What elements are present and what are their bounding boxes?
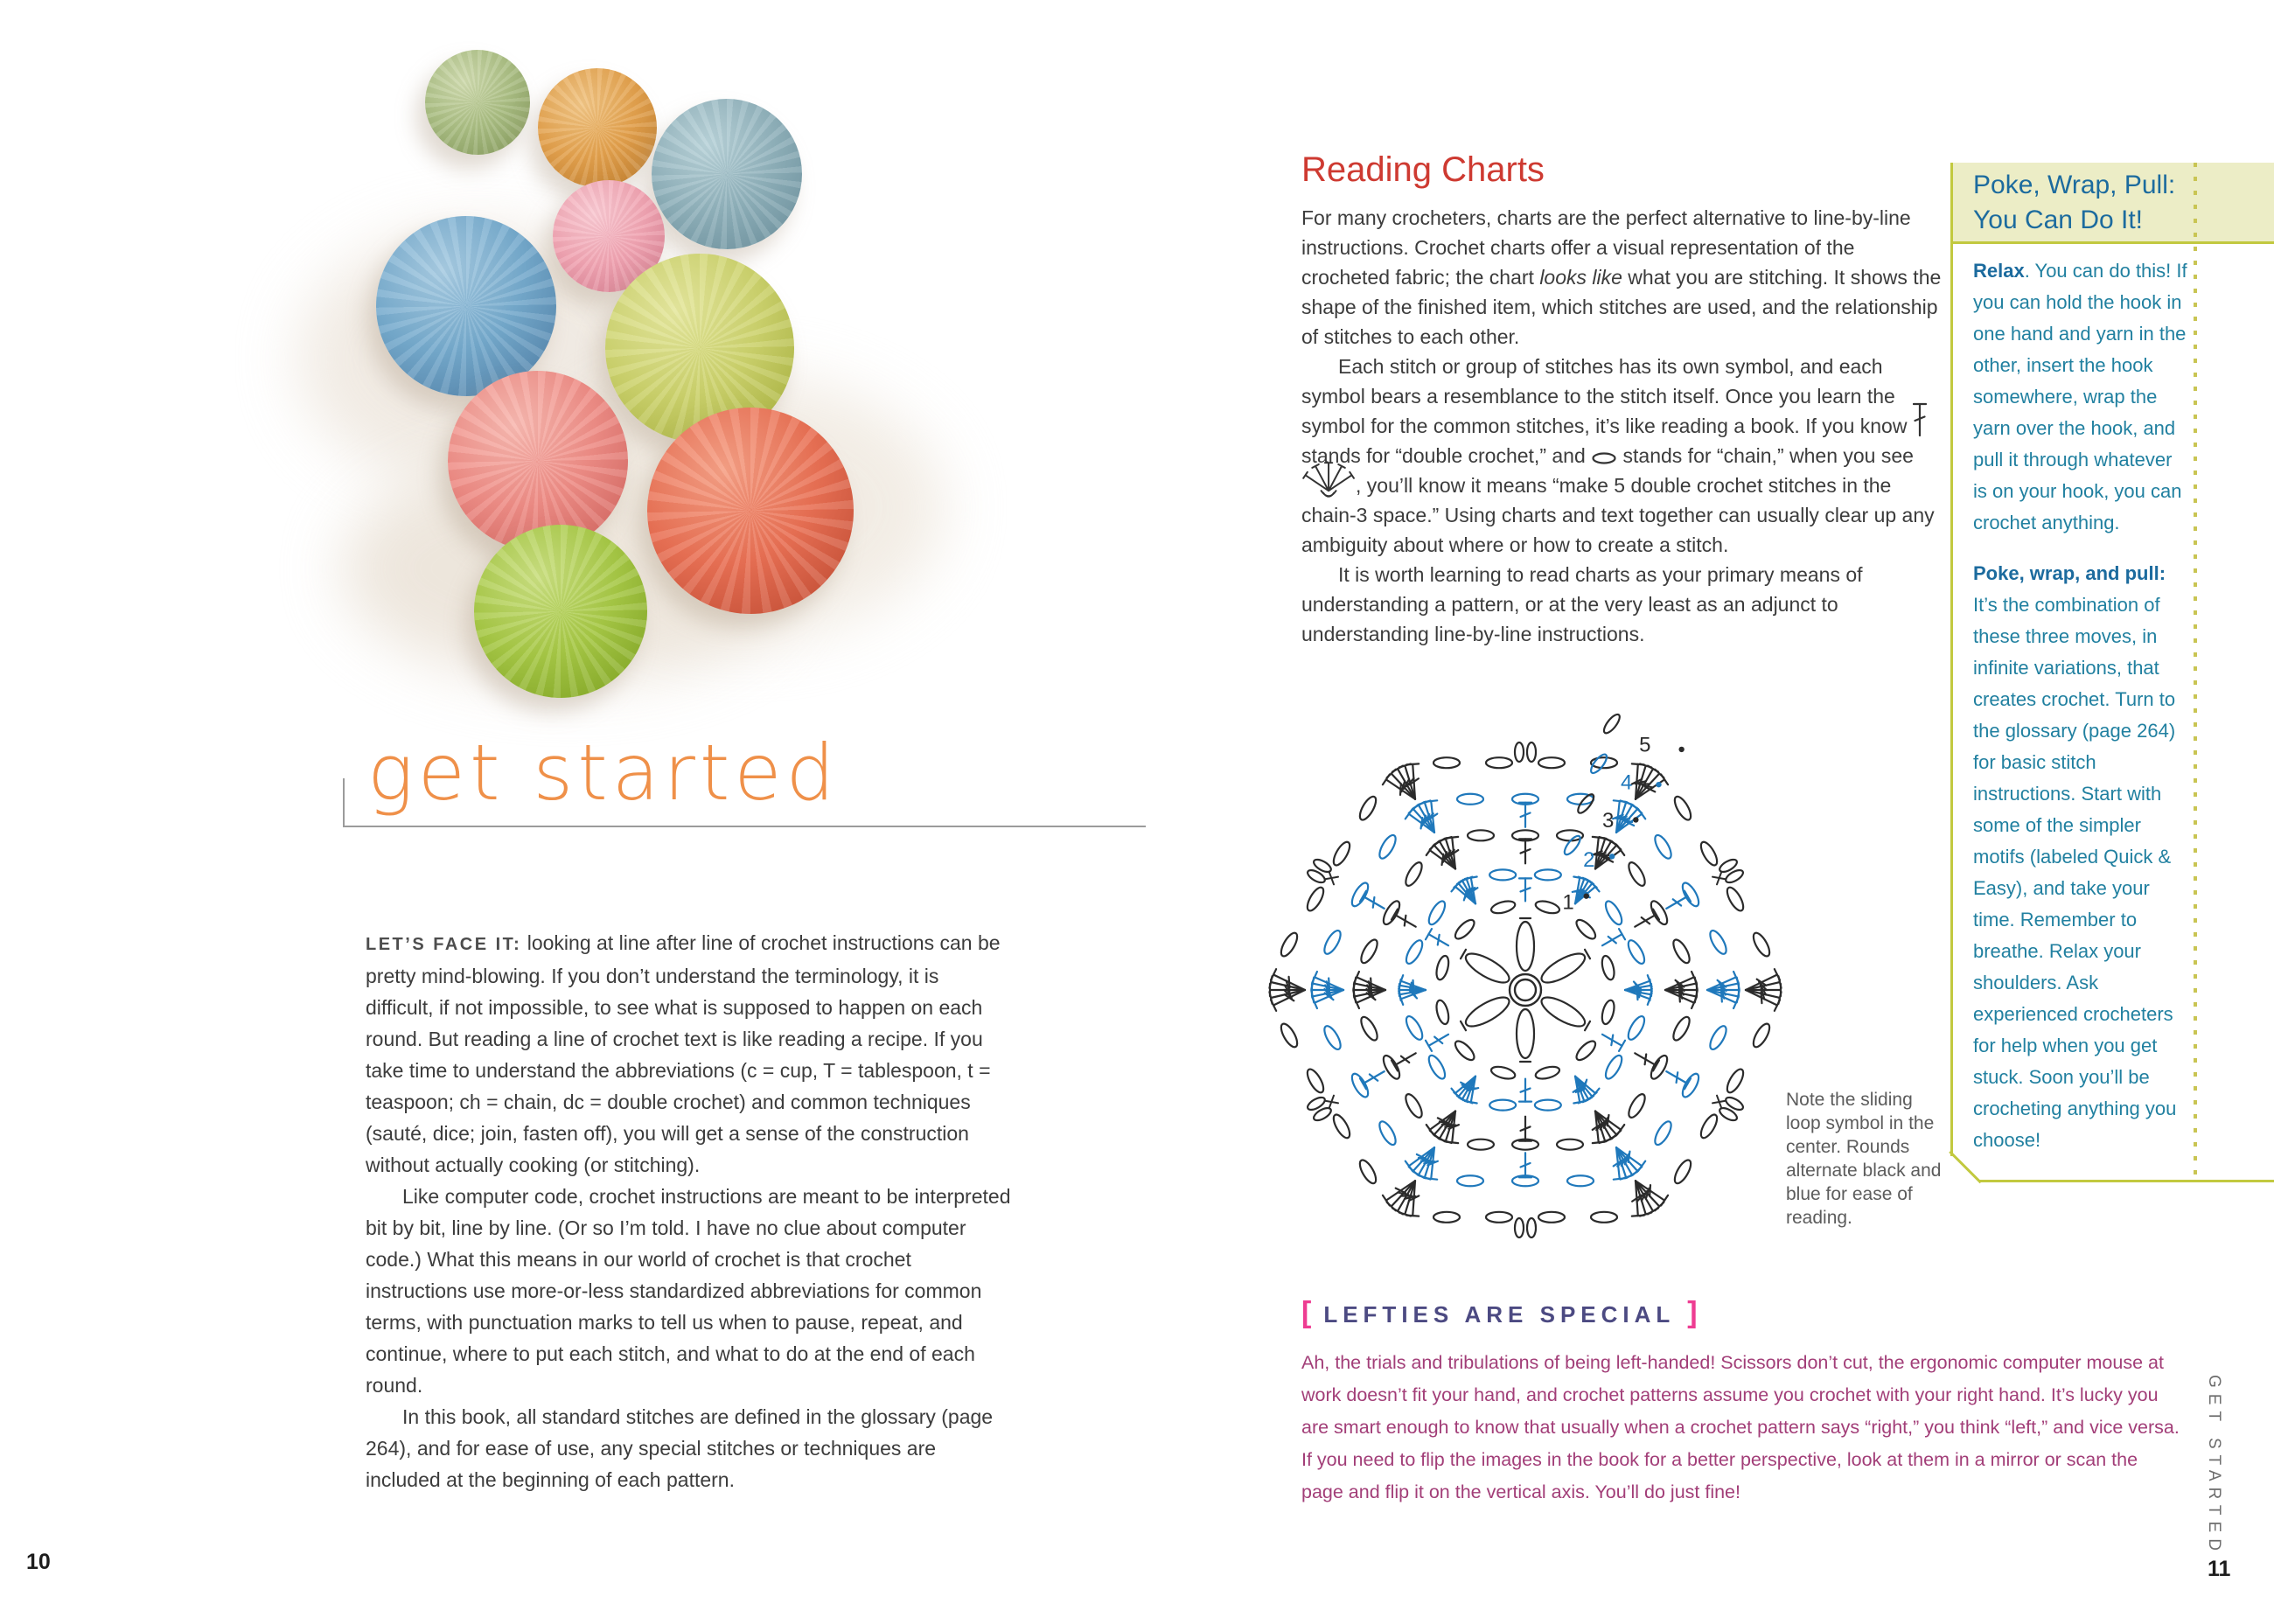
sidebar-heading: Poke, Wrap, Pull: You Can Do It! bbox=[1973, 171, 2176, 234]
sidebar-lead: Relax bbox=[1973, 260, 2025, 282]
sidebar-lead: Poke, wrap, and pull: bbox=[1973, 562, 2166, 584]
lead-in-caps: LET’S FACE IT: bbox=[366, 935, 522, 954]
page-title: get started bbox=[367, 728, 840, 818]
yarn-photo bbox=[52, 0, 1015, 717]
page-number-right: 11 bbox=[2208, 1557, 2231, 1581]
paragraph: Like computer code, crochet instructions are meant to be interpreted bit by bit, line by line. (Or so I’m told. I have no clue about computer code.) What this means in our world of crochet is that crochet instructions use more-or-less standardized abbreviations for common terms, with punctuation marks to tell us when to pause, repeat, and continue, where to put each stitch, and what to do at the end of each round. bbox=[366, 1185, 1011, 1397]
paragraph: For many crocheters, charts are the perfect alternative to line-by-line instructions. Crochet charts offer a visual representation of the crocheted fabric; the chart looks like what you are stitching. It shows the shape of the finished item, which stitches are used, and the relationship of stitches to each other. bbox=[1301, 206, 1942, 348]
sidebar-dotted-line bbox=[2194, 163, 2197, 1182]
five-dc-fan-symbol-icon bbox=[1301, 482, 1356, 492]
title-rule bbox=[343, 826, 1146, 827]
lefties-heading bbox=[1301, 1298, 1698, 1332]
chain-symbol-icon bbox=[1591, 454, 1617, 463]
paragraph: LET’S FACE IT: looking at line after line of crochet instructions can be pretty mind-blowing. If you don’t understand the terminology, it is difficult, if not impossible, to see what is supposed to happen on each round. But reading a line of crochet text is like reading a recipe. If you take time to understand the abbreviations (c = cup, T = tablespoon, t = teaspoon; ch = chain, dc = double crochet) and common techniques (sauté, dice; join, fasten off), you will get a sense of the construction without actually cooking (or stitching). bbox=[366, 931, 1001, 1176]
paragraph: Each stitch or group of stitches has its own symbol, and each symbol bears a resemblance to the stitch itself. Once you learn the symbol for the common stitches, it’s like reading a book. If you know stands for “double crochet,” and stands for “chain,” when you see , you’ll know it means “make 5 double crochet stitches in the chain-3 space.” Using charts and text together can usually clear up any ambiguity about where or how to create a stitch. bbox=[1301, 355, 1935, 556]
left-page-body bbox=[366, 927, 1011, 1495]
sidebar-border-left bbox=[1950, 163, 1953, 1156]
lefties-title: LEFTIES ARE SPECIAL bbox=[1323, 1301, 1676, 1328]
open-bracket: [ bbox=[1301, 1296, 1312, 1329]
paragraph: Poke, wrap, and pull: It’s the combination of these three moves, in infinite variations, that creates crochet. Turn to the glossary (page 264) for basic stitch instructions. Start with some of the simpler motifs (labeled Quick & Easy), and take your time. Remember to breathe. Relax your shoulders. Ask experienced crocheters for help when you get stuck. Soon you’ll be crocheting anything you choose! bbox=[1973, 562, 2177, 1151]
yarn-ball-steel-blue bbox=[652, 99, 802, 249]
svg-text:5: 5 bbox=[1639, 733, 1651, 757]
paragraph: Relax. You can do this! If you can hold the hook in one hand and yarn in the other, insert the hook somewhere, wrap the yarn over the hook, and pull it through whatever is on your hook, you can crochet anything. bbox=[1973, 260, 2187, 533]
title-rule-tick bbox=[343, 778, 345, 827]
sidebar-border-bottom bbox=[1979, 1180, 2274, 1182]
crochet-chart bbox=[1254, 708, 1814, 1272]
double-crochet-symbol-icon bbox=[1913, 424, 1927, 433]
svg-text:2: 2 bbox=[1583, 847, 1595, 872]
paragraph: It is worth learning to read charts as your primary means of understanding a pattern, or at the very least as an adjunct to understanding line-by-line instructions. bbox=[1301, 563, 1863, 645]
chapter-tab-vertical: GET STARTED bbox=[2205, 1375, 2223, 1557]
chart-caption: Note the sliding loop symbol in the center. Rounds alternate black and blue for ease of reading. bbox=[1786, 1090, 1942, 1228]
yarn-ball-light-blue bbox=[376, 216, 556, 396]
section-heading: Reading Charts bbox=[1301, 150, 1545, 189]
yarn-ball-coral bbox=[647, 408, 854, 614]
lefties-body: Ah, the trials and tribulations of being left-handed! Scissors don’t cut, the ergonomic computer mouse at work doesn’t fit your hand, and crochet patterns assume you crochet with your right hand. It’s lucky you are smart enough to know that usually when a crochet pattern says “right,” you think “left,” and vice versa. If you need to flip the images in the book for a better perspective, look at them in a mirror or scan the page and flip it on the vertical axis. You’ll do just fine! bbox=[1301, 1352, 2180, 1502]
right-page-body bbox=[1301, 203, 1946, 649]
italic-phrase: looks like bbox=[1539, 266, 1622, 289]
close-bracket: ] bbox=[1687, 1296, 1698, 1329]
paragraph: In this book, all standard stitches are defined in the glossary (page 264), and for ease of use, any special stitches or techniques are included at the beginning of each pattern. bbox=[366, 1405, 994, 1491]
svg-text:4: 4 bbox=[1621, 770, 1633, 795]
yarn-ball-sage-green bbox=[425, 50, 530, 155]
page-number-left: 10 bbox=[26, 1550, 51, 1574]
sidebar-body bbox=[1973, 255, 2190, 1156]
svg-text:3: 3 bbox=[1602, 808, 1615, 833]
svg-text:1: 1 bbox=[1562, 890, 1574, 915]
yarn-ball-salmon bbox=[448, 371, 628, 551]
yarn-ball-apple-green bbox=[474, 525, 647, 698]
yarn-ball-orange bbox=[538, 68, 657, 187]
sidebar-header-band bbox=[1950, 163, 2274, 244]
